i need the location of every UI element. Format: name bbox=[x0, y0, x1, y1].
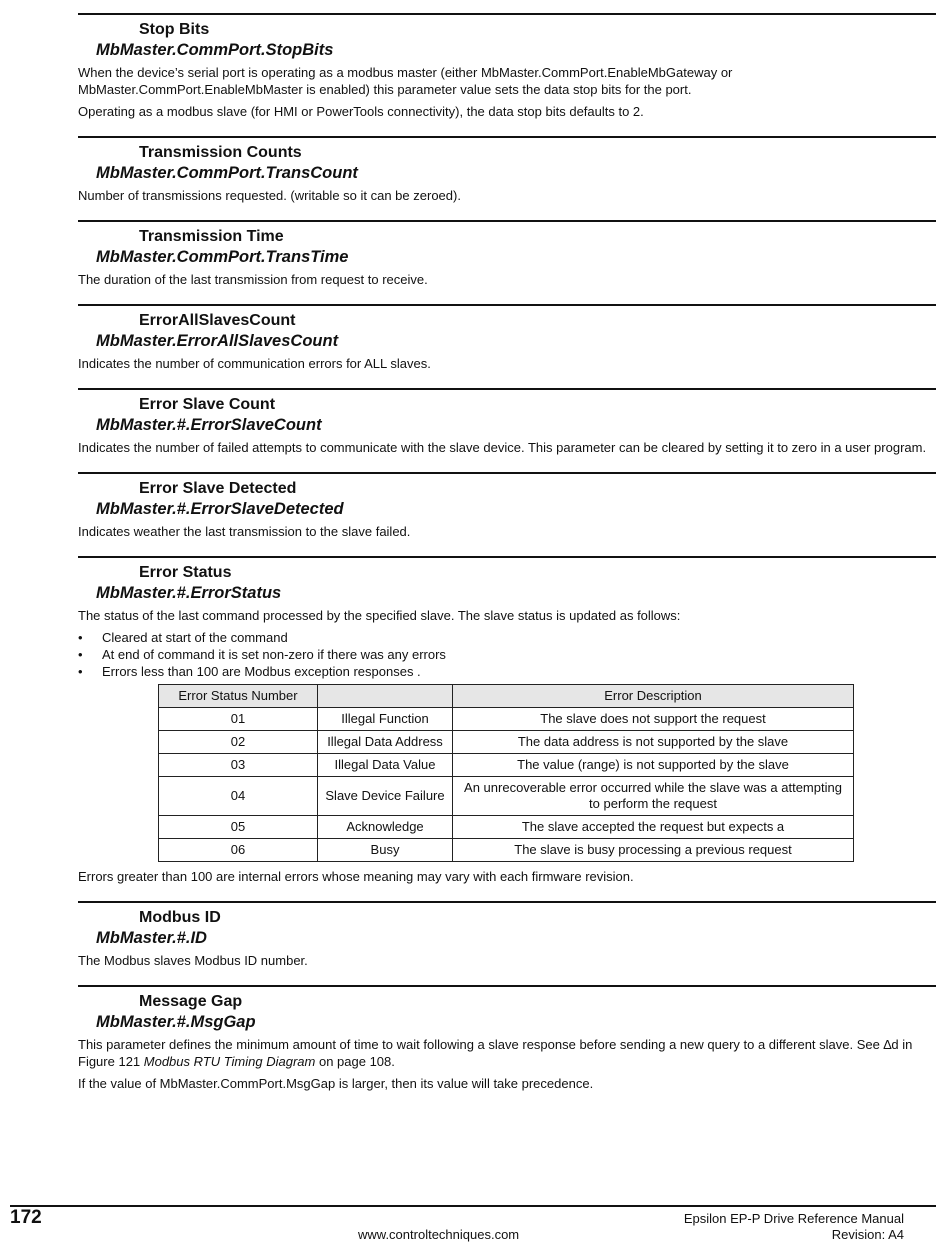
section-title: ErrorAllSlavesCount bbox=[139, 312, 296, 329]
table-row bbox=[159, 816, 854, 839]
table-row bbox=[159, 754, 854, 777]
parameter-name: MbMaster.#.ErrorSlaveCount bbox=[96, 416, 322, 434]
table-cell: 01 bbox=[159, 708, 318, 731]
header-cell bbox=[318, 685, 453, 708]
section-error-slave-detected bbox=[78, 472, 936, 540]
bullet-list bbox=[78, 629, 936, 680]
document-page bbox=[78, 13, 936, 1108]
parameter-name: MbMaster.CommPort.TransCount bbox=[96, 164, 358, 182]
table-cell: 04 bbox=[159, 777, 318, 816]
parameter-name: MbMaster.#.MsgGap bbox=[96, 1013, 256, 1031]
revision-label: Revision: A4 bbox=[831, 1227, 904, 1242]
section-stop-bits bbox=[78, 13, 936, 120]
paragraph: The Modbus slaves Modbus ID number. bbox=[78, 953, 308, 968]
section-title: Transmission Time bbox=[139, 228, 284, 245]
paragraph: If the value of MbMaster.CommPort.MsgGap is larger, then its value will take precedence. bbox=[78, 1076, 594, 1091]
parameter-name: MbMaster.#.ErrorStatus bbox=[96, 584, 282, 602]
table-row bbox=[159, 839, 854, 862]
section-error-all-slaves-count bbox=[78, 304, 936, 372]
figure-reference: Modbus RTU Timing Diagram bbox=[143, 1054, 316, 1069]
table-cell: The value (range) is not supported by the slave bbox=[453, 754, 854, 777]
section-title: Stop Bits bbox=[139, 21, 210, 38]
table-row bbox=[159, 731, 854, 754]
parameter-name: MbMaster.ErrorAllSlavesCount bbox=[96, 332, 339, 350]
bullet-item: • At end of command it is set non-zero if there was any errors bbox=[78, 646, 936, 663]
section-message-gap bbox=[78, 985, 936, 1092]
table-cell: An unrecoverable error occurred while the slave was a attempting to perform the request bbox=[453, 777, 854, 816]
section-title: Transmission Counts bbox=[139, 144, 302, 161]
table-cell: The data address is not supported by the slave bbox=[453, 731, 854, 754]
error-status-table bbox=[158, 684, 854, 862]
paragraph: The duration of the last transmission from request to receive. bbox=[78, 272, 428, 287]
footer-divider bbox=[10, 1205, 936, 1207]
paragraph: Number of transmissions requested. (writable so it can be zeroed). bbox=[78, 188, 461, 203]
section-error-status bbox=[78, 556, 936, 885]
table-cell: The slave accepted the request but expects a bbox=[453, 816, 854, 839]
table-cell: 03 bbox=[159, 754, 318, 777]
table-cell: 02 bbox=[159, 731, 318, 754]
section-transmission-counts bbox=[78, 136, 936, 204]
paragraph-text: on page 108. bbox=[315, 1054, 395, 1069]
header-cell: Error Status Number bbox=[159, 685, 318, 708]
section-title: Error Slave Detected bbox=[139, 480, 297, 497]
section-title: Message Gap bbox=[139, 993, 243, 1010]
page-number: 172 bbox=[10, 1207, 42, 1228]
table-cell: 05 bbox=[159, 816, 318, 839]
parameter-name: MbMaster.CommPort.StopBits bbox=[96, 41, 334, 59]
section-error-slave-count bbox=[78, 388, 936, 456]
section-transmission-time bbox=[78, 220, 936, 288]
table-header-row bbox=[159, 685, 854, 708]
table-cell: Slave Device Failure bbox=[318, 777, 453, 816]
paragraph: Indicates the number of failed attempts to communicate with the slave device. This parameter can be cleared by setting it to zero in a user program. bbox=[78, 440, 927, 455]
paragraph: Indicates the number of communication errors for ALL slaves. bbox=[78, 356, 431, 371]
paragraph: Indicates weather the last transmission to the slave failed. bbox=[78, 524, 411, 539]
section-title: Error Slave Count bbox=[139, 396, 276, 413]
table-row bbox=[159, 777, 854, 816]
table-cell: Illegal Data Address bbox=[318, 731, 453, 754]
section-title: Modbus ID bbox=[139, 909, 221, 926]
parameter-name: MbMaster.#.ID bbox=[96, 929, 207, 947]
table-cell: 06 bbox=[159, 839, 318, 862]
section-title: Error Status bbox=[139, 564, 232, 581]
parameter-name: MbMaster.#.ErrorSlaveDetected bbox=[96, 500, 344, 518]
website-link[interactable]: www.controltechniques.com bbox=[358, 1227, 520, 1242]
table-cell: Illegal Data Value bbox=[318, 754, 453, 777]
bullet-item: • Errors less than 100 are Modbus exception responses . bbox=[78, 663, 936, 680]
paragraph-text: This parameter defines the minimum amount of time to wait following a slave response before sending a new query to a different slave. See ∆d in Figure 121 bbox=[78, 1037, 913, 1069]
table-cell: The slave does not support the request bbox=[453, 708, 854, 731]
paragraph: The status of the last command processed by the specified slave. The slave status is updated as follows: bbox=[78, 608, 681, 623]
bullet-item: • Cleared at start of the command bbox=[78, 629, 936, 646]
table-cell: Busy bbox=[318, 839, 453, 862]
paragraph bbox=[78, 1036, 936, 1070]
parameter-name: MbMaster.CommPort.TransTime bbox=[96, 248, 349, 266]
paragraph: Operating as a modbus slave (for HMI or PowerTools connectivity), the data stop bits defaults to 2. bbox=[78, 104, 644, 119]
table-cell: Illegal Function bbox=[318, 708, 453, 731]
manual-title: Epsilon EP-P Drive Reference Manual bbox=[683, 1211, 904, 1226]
table-row bbox=[159, 708, 854, 731]
section-modbus-id bbox=[78, 901, 936, 969]
table-cell: Acknowledge bbox=[318, 816, 453, 839]
header-cell: Error Description bbox=[453, 685, 854, 708]
paragraph: When the device’s serial port is operating as a modbus master (either MbMaster.CommPort.EnableMbGateway or MbMaster.CommPort.EnableMbMaster is enabled) this parameter value sets the data stop bits for the port. bbox=[78, 65, 733, 97]
table-cell: The slave is busy processing a previous request bbox=[453, 839, 854, 862]
paragraph: Errors greater than 100 are internal errors whose meaning may vary with each firmware revision. bbox=[78, 869, 634, 884]
